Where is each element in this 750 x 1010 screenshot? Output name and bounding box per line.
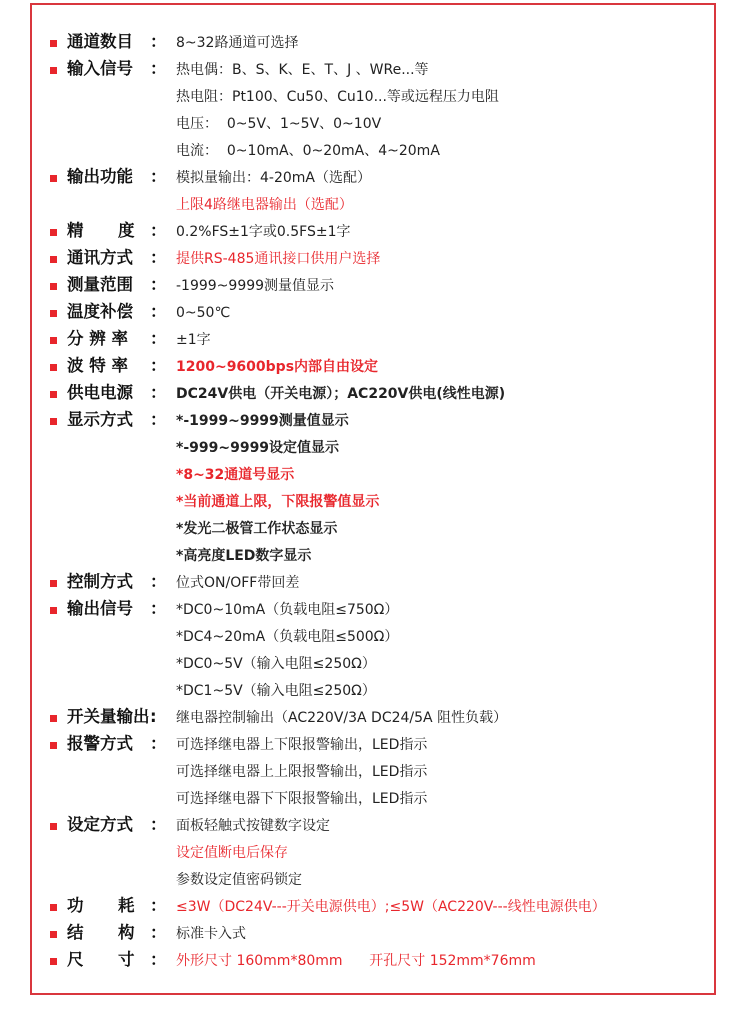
spec-value: 0.2%FS±1字或0.5FS±1字	[176, 224, 351, 240]
spec-colon: ：	[150, 923, 167, 942]
spec-colon: ：	[150, 815, 167, 834]
spec-row	[0, 218, 750, 245]
spec-value: 位式ON/OFF带回差	[176, 575, 300, 591]
square-bullet-icon	[50, 391, 57, 398]
spec-value: DC24V供电（开关电源）；AC220V供电(线性电源)	[176, 386, 506, 402]
spec-label: 输入信号	[67, 59, 133, 78]
spec-value: 1200~9600bps内部自由设定	[176, 359, 379, 375]
spec-value: 热电偶：B、S、K、E、T、J 、WRe...等	[176, 62, 429, 78]
spec-value: 外形尺寸 160mm*80mm 开孔尺寸 152mm*76mm	[176, 953, 536, 969]
square-bullet-icon	[50, 958, 57, 965]
spec-label: 功 耗	[67, 896, 135, 915]
spec-row	[0, 407, 750, 434]
spec-value: 上限4路继电器输出（选配）	[176, 197, 353, 213]
spec-value: ±1字	[176, 332, 211, 348]
spec-row	[0, 812, 750, 839]
spec-value: 电压： 0~5V、1~5V、0~10V	[176, 116, 382, 132]
spec-row	[0, 83, 750, 110]
spec-colon: ：	[150, 896, 167, 915]
spec-row	[0, 569, 750, 596]
spec-row	[0, 650, 750, 677]
spec-row	[0, 488, 750, 515]
spec-row	[0, 137, 750, 164]
spec-value: 可选择继电器上下限报警输出，LED指示	[176, 737, 428, 753]
spec-value: *DC0~5V（输入电阻≤250Ω）	[176, 656, 376, 672]
spec-value: 面板轻触式按键数字设定	[176, 818, 330, 834]
spec-row	[0, 272, 750, 299]
square-bullet-icon	[50, 256, 57, 263]
square-bullet-icon	[50, 40, 57, 47]
square-bullet-icon	[50, 580, 57, 587]
spec-row	[0, 839, 750, 866]
spec-label: 输出功能	[67, 167, 133, 186]
spec-row	[0, 542, 750, 569]
spec-row	[0, 461, 750, 488]
spec-value: *-999~9999设定值显示	[176, 440, 340, 456]
spec-colon: ：	[150, 410, 167, 429]
spec-row	[0, 596, 750, 623]
spec-row	[0, 191, 750, 218]
spec-row	[0, 623, 750, 650]
square-bullet-icon	[50, 715, 57, 722]
spec-label: 测量范围	[67, 275, 133, 294]
spec-colon: ：	[150, 950, 167, 969]
spec-value: 可选择继电器上上限报警输出，LED指示	[176, 764, 428, 780]
square-bullet-icon	[50, 364, 57, 371]
spec-row	[0, 704, 750, 731]
spec-label: 通讯方式	[67, 248, 133, 267]
spec-row	[0, 677, 750, 704]
spec-value: 参数设定值密码锁定	[176, 872, 302, 888]
spec-value: -1999~9999测量值显示	[176, 278, 335, 294]
spec-label: 尺 寸	[67, 950, 135, 969]
spec-colon: ：	[150, 302, 167, 321]
spec-row	[0, 920, 750, 947]
spec-row	[0, 866, 750, 893]
spec-row	[0, 110, 750, 137]
square-bullet-icon	[50, 310, 57, 317]
spec-label: 设定方式	[67, 815, 133, 834]
spec-label: 波 特 率	[67, 356, 128, 375]
spec-colon: ：	[150, 572, 167, 591]
spec-colon: ：	[150, 32, 167, 51]
spec-row	[0, 785, 750, 812]
square-bullet-icon	[50, 607, 57, 614]
square-bullet-icon	[50, 337, 57, 344]
spec-row	[0, 731, 750, 758]
spec-row	[0, 947, 750, 974]
spec-value: 模拟量输出：4-20mA（选配）	[176, 170, 371, 186]
spec-label: 控制方式	[67, 572, 133, 591]
square-bullet-icon	[50, 229, 57, 236]
spec-label: 报警方式	[67, 734, 133, 753]
spec-value: *DC0~10mA（负载电阻≤750Ω）	[176, 602, 399, 618]
spec-colon: ：	[150, 59, 167, 78]
spec-value: *高亮度LED数字显示	[176, 548, 312, 564]
spec-value: 可选择继电器下下限报警输出，LED指示	[176, 791, 428, 807]
spec-label: 供电电源	[67, 383, 133, 402]
spec-row	[0, 380, 750, 407]
spec-colon: ：	[150, 167, 167, 186]
spec-colon: ：	[150, 275, 167, 294]
spec-value: 设定值断电后保存	[176, 845, 288, 861]
spec-colon: ：	[150, 221, 167, 240]
spec-row	[0, 353, 750, 380]
spec-value: 0~50℃	[176, 305, 231, 321]
spec-colon: ：	[150, 383, 167, 402]
spec-row	[0, 758, 750, 785]
spec-value: 标准卡入式	[176, 926, 246, 942]
square-bullet-icon	[50, 67, 57, 74]
spec-row	[0, 56, 750, 83]
spec-value: 电流： 0~10mA、0~20mA、4~20mA	[176, 143, 440, 159]
spec-label: 精 度	[67, 221, 135, 240]
spec-label: 结 构	[67, 923, 135, 942]
spec-row	[0, 893, 750, 920]
spec-label: 温度补偿	[67, 302, 133, 321]
spec-row	[0, 515, 750, 542]
square-bullet-icon	[50, 418, 57, 425]
spec-label: 显示方式	[67, 410, 133, 429]
spec-colon: ：	[150, 248, 167, 267]
spec-label: 分 辨 率	[67, 329, 128, 348]
spec-colon: ：	[150, 734, 167, 753]
spec-colon: ：	[150, 356, 167, 375]
spec-value: *发光二极管工作状态显示	[176, 521, 338, 537]
square-bullet-icon	[50, 283, 57, 290]
spec-value: 8~32路通道可选择	[176, 35, 299, 51]
square-bullet-icon	[50, 904, 57, 911]
spec-value: *DC1~5V（输入电阻≤250Ω）	[176, 683, 376, 699]
spec-list	[0, 29, 750, 974]
spec-row	[0, 29, 750, 56]
spec-value: 提供RS-485通讯接口供用户选择	[176, 251, 381, 267]
spec-row	[0, 434, 750, 461]
spec-value: 热电阻：Pt100、Cu50、Cu10...等或远程压力电阻	[176, 89, 499, 105]
spec-colon: :	[150, 707, 157, 726]
spec-value: *8~32通道号显示	[176, 467, 295, 483]
square-bullet-icon	[50, 823, 57, 830]
spec-label: 开关量输出	[67, 707, 150, 726]
spec-label: 通道数目	[67, 32, 133, 51]
spec-value: 继电器控制输出（AC220V/3A DC24/5A 阻性负载）	[176, 710, 508, 726]
spec-row	[0, 326, 750, 353]
square-bullet-icon	[50, 742, 57, 749]
spec-colon: ：	[150, 599, 167, 618]
spec-row	[0, 164, 750, 191]
spec-value: ≤3W（DC24V---开关电源供电）;≤5W（AC220V---线性电源供电）	[176, 899, 606, 915]
spec-label: 输出信号	[67, 599, 133, 618]
square-bullet-icon	[50, 175, 57, 182]
spec-value: *当前通道上限，下限报警值显示	[176, 494, 380, 510]
spec-value: *-1999~9999测量值显示	[176, 413, 349, 429]
spec-row	[0, 299, 750, 326]
spec-value: *DC4~20mA（负载电阻≤500Ω）	[176, 629, 399, 645]
square-bullet-icon	[50, 931, 57, 938]
spec-row	[0, 245, 750, 272]
spec-colon: ：	[150, 329, 167, 348]
